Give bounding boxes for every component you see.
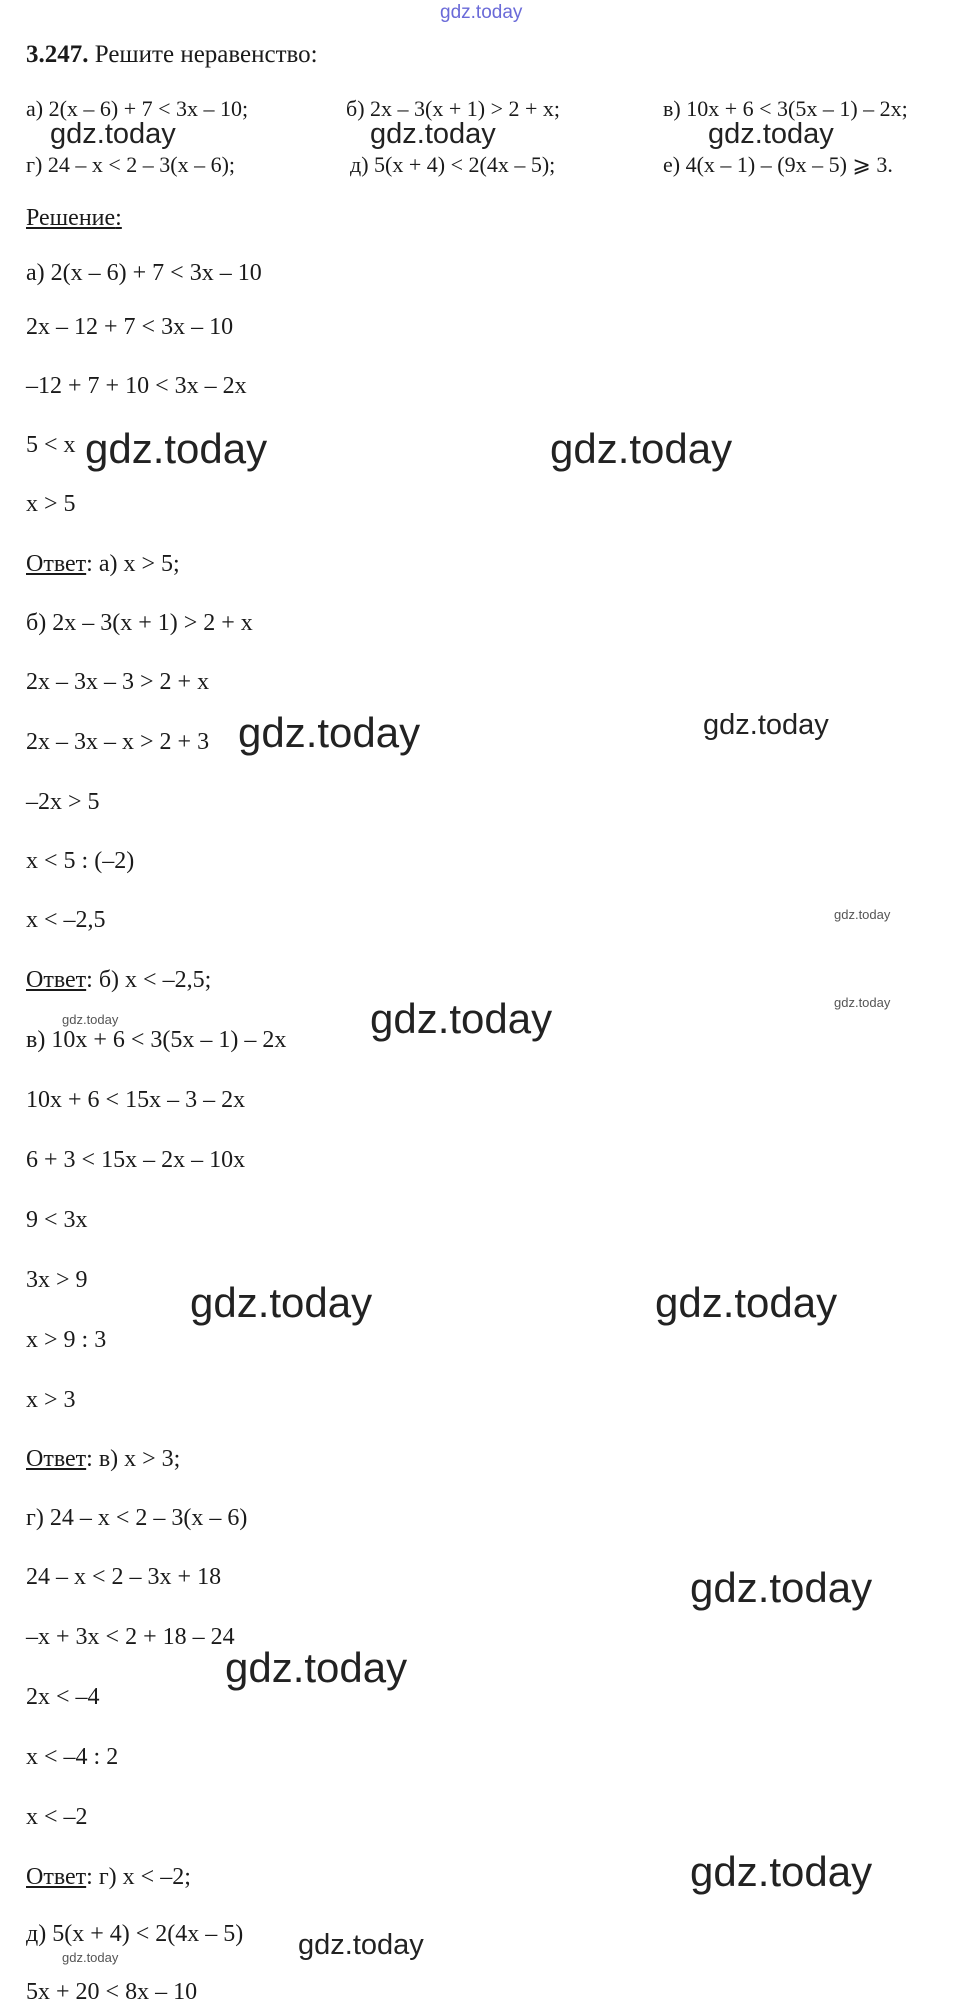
- solution-line: в) 10x + 6 < 3(5x – 1) – 2x: [26, 1027, 287, 1053]
- solution-line: –2x > 5: [26, 789, 100, 815]
- task-f: е) 4(x – 1) – (9x – 5) ⩾ 3.: [663, 152, 893, 177]
- solution-line: x < –2,5: [26, 907, 106, 933]
- task-a: а) 2(x – 6) + 7 < 3x – 10;: [26, 96, 249, 121]
- solution-line: 2x – 3x – x > 2 + 3: [26, 729, 210, 755]
- solution-line: 9 < 3x: [26, 1207, 88, 1233]
- watermark: gdz.today: [50, 118, 176, 150]
- task-b: б) 2x – 3(x + 1) > 2 + x;: [346, 96, 561, 121]
- solution-line: 3x > 9: [26, 1267, 88, 1293]
- watermark: gdz.today: [834, 995, 891, 1010]
- watermark: gdz.today: [550, 425, 733, 472]
- task-e: д) 5(x + 4) < 2(4x – 5);: [350, 152, 556, 177]
- solution-line: д) 5(x + 4) < 2(4x – 5): [26, 1921, 244, 1947]
- solution-line: x > 3: [26, 1387, 76, 1413]
- watermark: gdz.today: [655, 1279, 838, 1326]
- answer-line: Ответ: а) x > 5;: [26, 551, 180, 577]
- watermark: gdz.today: [708, 118, 834, 150]
- solution-line: 5x + 20 < 8x – 10: [26, 1979, 198, 2005]
- watermark: gdz.today: [62, 1012, 119, 1027]
- solution-line: 5 < x: [26, 432, 76, 458]
- solution-line: –x + 3x < 2 + 18 – 24: [26, 1624, 235, 1650]
- task-c: в) 10x + 6 < 3(5x – 1) – 2x;: [663, 96, 908, 121]
- problem-statement: Решите неравенство:: [94, 41, 318, 68]
- solution-line: 10x + 6 < 15x – 3 – 2x: [26, 1087, 246, 1113]
- watermark: gdz.today: [370, 118, 496, 150]
- answer-label: Ответ: [26, 551, 87, 577]
- solution-line: x < –2: [26, 1804, 88, 1830]
- watermark: gdz.today: [298, 1929, 424, 1961]
- problem-title: [26, 40, 318, 70]
- solution-line: x > 5: [26, 491, 76, 517]
- solution-line: x < 5 : (–2): [26, 848, 135, 874]
- solution-line: x > 9 : 3: [26, 1327, 107, 1353]
- watermark: gdz.today: [834, 907, 891, 922]
- solution-line: x < –4 : 2: [26, 1744, 119, 1770]
- solution-line: 2x < –4: [26, 1684, 100, 1710]
- solution-line: 2x – 12 + 7 < 3x – 10: [26, 314, 234, 340]
- watermark: gdz.today: [690, 1564, 873, 1611]
- solution-line: 2x – 3x – 3 > 2 + x: [26, 669, 210, 695]
- top-watermark: gdz.today: [440, 2, 523, 23]
- solution-line: 24 – x < 2 – 3x + 18: [26, 1564, 222, 1590]
- solution-line: 6 + 3 < 15x – 2x – 10x: [26, 1147, 246, 1173]
- watermark: gdz.today: [370, 995, 553, 1042]
- watermark: gdz.today: [62, 1950, 119, 1965]
- solution-line: б) 2x – 3(x + 1) > 2 + x: [26, 610, 253, 636]
- watermark: gdz.today: [690, 1848, 873, 1895]
- answer-label: Ответ: [26, 1446, 87, 1472]
- problem-number: 3.247.: [26, 41, 89, 68]
- task-d: г) 24 – x < 2 – 3(x – 6);: [26, 152, 236, 177]
- solution-line: –12 + 7 + 10 < 3x – 2x: [26, 373, 247, 399]
- solution-heading: Решение:: [26, 205, 122, 231]
- watermark: gdz.today: [238, 709, 421, 756]
- solution-line: г) 24 – x < 2 – 3(x – 6): [26, 1505, 248, 1531]
- watermark: gdz.today: [85, 425, 268, 472]
- answer-label: Ответ: [26, 967, 87, 993]
- solution-line: а) 2(x – 6) + 7 < 3x – 10: [26, 260, 262, 286]
- watermark: gdz.today: [225, 1644, 408, 1691]
- answer-label: Ответ: [26, 1864, 87, 1890]
- watermark: gdz.today: [703, 709, 829, 741]
- watermark: gdz.today: [190, 1279, 373, 1326]
- answer-line: Ответ: б) x < –2,5;: [26, 967, 212, 993]
- answer-line: Ответ: в) x > 3;: [26, 1446, 181, 1472]
- answer-line: Ответ: г) x < –2;: [26, 1864, 191, 1890]
